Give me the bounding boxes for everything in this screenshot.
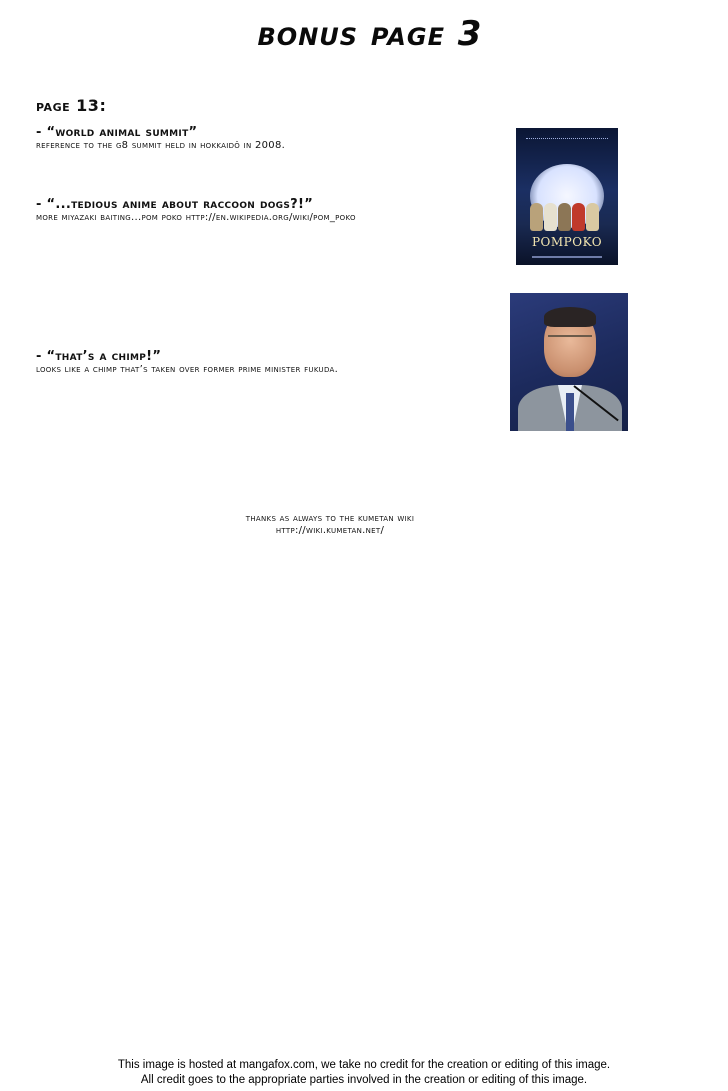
poster-stars — [526, 138, 608, 147]
note-heading: - “that’s a chimp!” — [36, 349, 162, 364]
page-title: bonus page 3 — [257, 14, 483, 54]
poster-character — [530, 203, 543, 231]
poster-character — [558, 203, 571, 231]
disclaimer-line: This image is hosted at mangafox.com, we take no credit for the creation or editing of this image. — [117, 1059, 611, 1071]
poster-character — [586, 203, 599, 231]
page-reference-label: page 13: — [36, 96, 107, 115]
note-body: reference to the g8 summit held in hokkaidō in 2008. — [36, 140, 286, 151]
note-body: more miyazaki baiting...pom poko http://en.wikipedia.org/wiki/pom_poko — [36, 212, 356, 223]
hosting-disclaimer — [0, 1058, 728, 1088]
thanks-credit — [160, 513, 500, 537]
translation-note — [36, 126, 506, 152]
poster-character — [544, 203, 557, 231]
note-heading: - “...tedious anime about raccoon dogs?!” — [36, 197, 314, 212]
translation-note — [36, 198, 506, 224]
pom-poko-poster-image — [516, 128, 618, 265]
thanks-url: http://wiki.kumetan.net/ — [275, 525, 385, 536]
note-heading: - “world animal summit” — [36, 125, 198, 140]
fukuda-portrait-image — [510, 293, 628, 431]
poster-character — [572, 203, 585, 231]
portrait-tie — [566, 393, 574, 431]
poster-title: POMPOKO — [531, 235, 603, 249]
poster-fine-print — [532, 256, 602, 258]
translation-note — [36, 350, 506, 376]
portrait-glasses — [548, 335, 592, 347]
note-body: looks like a chimp that’s taken over former prime minister fukuda. — [36, 364, 339, 375]
disclaimer-line: All credit goes to the appropriate parties involved in the creation or editing of this image. — [140, 1074, 588, 1086]
portrait-hair — [544, 307, 596, 327]
thanks-line: thanks as always to the kumetan wiki — [245, 513, 415, 524]
